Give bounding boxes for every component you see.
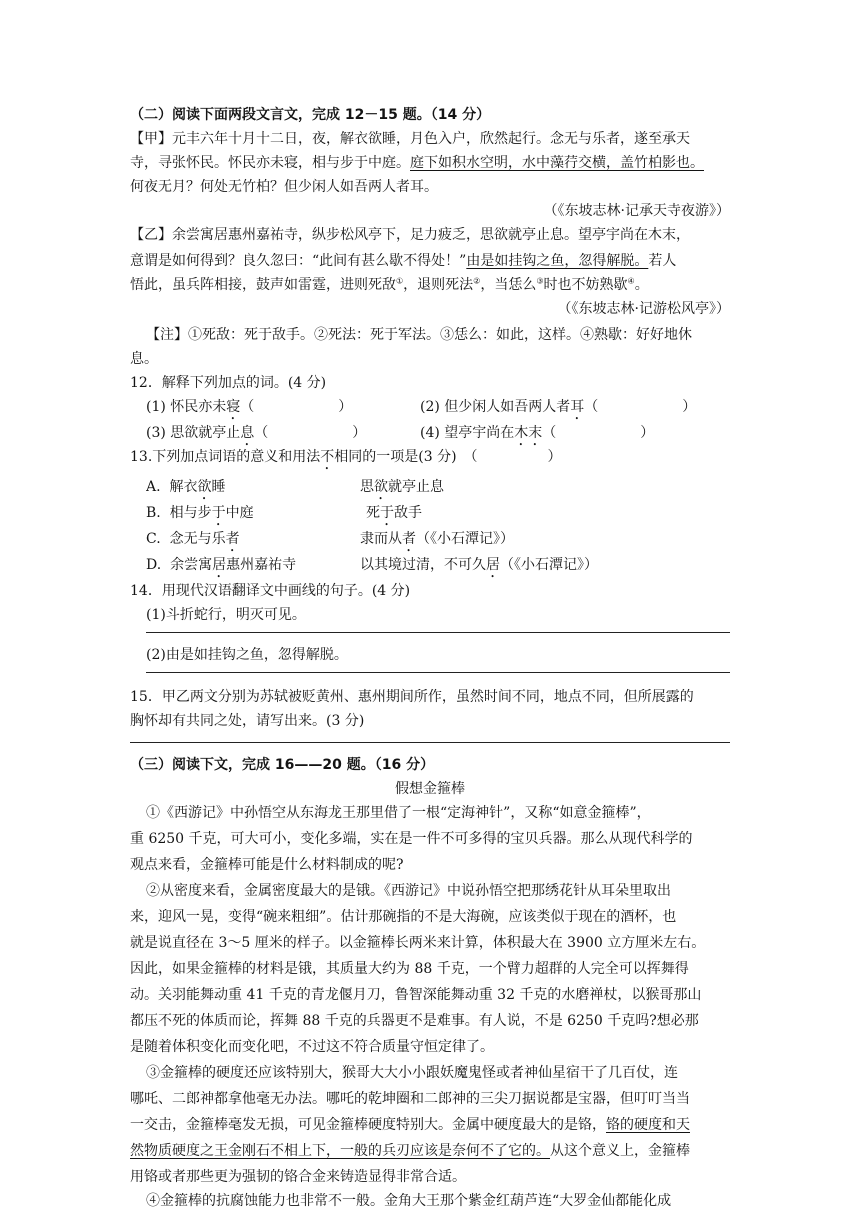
- q12-stem: 12．解释下列加点的词。(4 分): [130, 375, 327, 391]
- yi-line3-part: ，退则死法: [403, 277, 474, 293]
- option-label: C.: [146, 531, 161, 547]
- q12-row2: [146, 420, 730, 446]
- q12-item-text: 但少闲人如吾两人者: [444, 399, 571, 415]
- yi-line3-part: 时也不妨熟歇: [543, 277, 628, 293]
- q12-dotted-word: 寝: [226, 399, 241, 415]
- yi-underlined-sentence: 由是如挂钩之鱼，忽得解脱。: [466, 253, 649, 269]
- q12-answer-blank[interactable]: （ ）: [254, 425, 367, 441]
- option-right: [366, 500, 422, 526]
- yi-text-line1: 【乙】余尝寓居惠州嘉祐寺，纵步松风亭下，足力疲乏，思欲就亭止息。望亭宇尚在木末，: [130, 227, 690, 243]
- paragraph-3-line: [130, 1138, 730, 1164]
- option-right: [360, 474, 444, 500]
- q12-item-num: (4): [420, 425, 440, 441]
- annotation-line1: 【注】①死敌：死于敌手。②死法：死于军法。③恁么：如此，这样。④熟歇：好好地休: [146, 327, 692, 343]
- paragraph-4-line: ④金箍棒的抗腐蚀能力也非常不一般。金角大王那个紫金红葫芦连“大罗金仙都能化成: [146, 1193, 672, 1209]
- yi-line3-part: ，当恁么: [480, 277, 537, 293]
- q12-dotted-word: 息: [240, 425, 255, 441]
- option-text: 相与步: [169, 505, 212, 521]
- option-label: B.: [146, 505, 161, 521]
- option-text: 念无与乐: [169, 531, 226, 547]
- q12-answer-blank[interactable]: （ ）: [584, 399, 697, 415]
- jia-text-line3: 何夜无月？何处无竹柏？但少闲人如吾两人者耳。: [130, 179, 438, 195]
- paragraph-3-line: 用铬或者那些更为强韧的铬合金来铸造显得非常合适。: [130, 1169, 466, 1185]
- q15-line1: 15．甲乙两文分别为苏轼被贬黄州、惠州期间所作，虽然时间不同，地点不同，但所展露的: [130, 689, 694, 705]
- jia-text-line2: [130, 150, 730, 176]
- option-dotted-word: 于: [380, 505, 394, 521]
- option-text: 解衣: [169, 479, 198, 495]
- note-ref-4: ④: [627, 276, 635, 286]
- option-text: 惠州嘉祐寺: [226, 557, 297, 573]
- paragraph-3-line: [130, 1112, 730, 1138]
- yi-text-line3: [130, 272, 730, 298]
- q12-answer-blank[interactable]: （ ）: [240, 399, 353, 415]
- jia-line2-plain: 寺，寻张怀民。怀民亦未寝，相与步于中庭。: [130, 155, 410, 171]
- option-text: 中庭: [225, 505, 254, 521]
- q13-stem-text: 13.下列加点词语的意义和用法: [130, 449, 321, 465]
- option-right: [360, 552, 598, 578]
- yi-line3-part: 。: [634, 277, 649, 293]
- option-dotted-word: 欲: [197, 479, 212, 495]
- yi-source: （《东坡志林·记游松风亭》）: [557, 301, 730, 317]
- q12-item-num: (2): [420, 399, 440, 415]
- q12-item: [146, 399, 352, 415]
- option-dotted-word: 居: [486, 557, 500, 573]
- yi-line3-part: 悟此，虽兵阵相接，鼓声如雷霆，进则死敌: [130, 277, 396, 293]
- paragraph-2-line: 动。关羽能舞动重 41 千克的青龙偃月刀，鲁智深能舞动重 32 千克的水磨禅杖，以猴哥那山: [130, 987, 702, 1003]
- paragraph-1-line: 重 6250 千克，可大可小，变化多端，实在是一件不可多得的宝贝兵器。那么从现代科学的: [130, 831, 693, 847]
- option-text: 敌手: [394, 505, 422, 521]
- paragraph-1-line: 观点来看，金箍棒可能是什么材料制成的呢?: [130, 857, 404, 873]
- q12-item-text: 怀民亦未: [170, 399, 227, 415]
- jia-source: （《东坡志林·记承天寺夜游》）: [543, 203, 730, 219]
- q15-line2: 胸怀却有共同之处，请写出来。(3 分): [130, 713, 365, 729]
- paragraph-2-line: 因此，如果金箍棒的材料是锇，其质量大约为 88 千克，一个臂力超群的人完全可以挥舞得: [130, 961, 689, 977]
- answer-line[interactable]: [146, 672, 730, 673]
- q13-option-b[interactable]: [146, 500, 730, 526]
- option-label: A.: [146, 479, 161, 495]
- yi-line2-plain: 意谓是如何得到？良久忽曰：“此间有甚么歇不得处！”: [130, 253, 467, 269]
- q13-option-c[interactable]: [146, 526, 730, 552]
- option-text: 死: [366, 505, 380, 521]
- yi-line2-tail: 若人: [648, 253, 677, 269]
- option-text: 睡: [211, 479, 226, 495]
- note-ref-3: ③: [536, 276, 544, 286]
- paragraph-2-line: 就是说直径在 3～5 厘米的样子。以金箍棒长两米来计算，体积最大在 3900 立方厘米左右。: [130, 935, 706, 951]
- q14-sentence-2: (2)由是如挂钩之鱼，忽得解脱。: [146, 647, 348, 663]
- paragraph-2-line: ②从密度来看，金属密度最大的是锇。《西游记》中说孙悟空把那绣花针从耳朵里取出: [146, 883, 671, 899]
- option-dotted-word: 者: [225, 531, 240, 547]
- paragraph-3-underlined: 铬的硬度和天: [606, 1117, 690, 1133]
- q12-answer-blank[interactable]: （ ）: [542, 425, 655, 441]
- paragraph-3-line: 哪吒、二郎神都拿他毫无办法。哪吒的乾坤圈和二郎神的三尖刀据说都是宝器，但叮叮当当: [130, 1091, 690, 1107]
- q13-stem: [130, 444, 730, 470]
- q14-sentence-1: (1)斗折蛇行，明灭可见。: [146, 607, 306, 623]
- q12-dotted-word: 耳: [570, 399, 585, 415]
- answer-line[interactable]: [146, 632, 730, 633]
- note-ref-2: ②: [473, 276, 481, 286]
- paragraph-2-line: 来，迎风一晃，变得“碗来粗细”。估计那碗指的不是大海碗，应该类似于现在的酒杯，也: [130, 909, 677, 925]
- note-ref-1: ①: [396, 276, 404, 286]
- option-dotted-word: 于: [211, 505, 226, 521]
- option-text: 就亭止息: [388, 479, 444, 495]
- option-text: 隶而从: [360, 531, 402, 547]
- q12-row1: [146, 394, 730, 420]
- q12-dotted-word: 木末: [514, 425, 543, 441]
- option-text: 思: [360, 479, 374, 495]
- paragraph-3-text: 一交击，金箍棒毫发无损，可见金箍棒硬度特别大。金属中硬度最大的是铬，: [130, 1117, 606, 1133]
- option-text: （《小石潭记》）: [500, 557, 598, 573]
- option-dotted-word: 欲: [374, 479, 388, 495]
- jia-underlined-sentence: 庭下如积水空明，水中藻荇交横，盖竹柏影也。: [410, 155, 704, 171]
- q12-item-text: 思欲就亭止: [170, 425, 241, 441]
- q12-item-text: 望亭宇尚在: [444, 425, 515, 441]
- q14-stem: 14．用现代汉语翻译文中画线的句子。(4 分): [130, 583, 411, 599]
- annotation-line2: 息。: [130, 351, 158, 367]
- q13-option-a[interactable]: [146, 474, 730, 500]
- paragraph-2-line: 是随着体积变化而变化吧，不过这不符合质量守恒定律了。: [130, 1039, 494, 1055]
- option-text: （《小石潭记》）: [416, 531, 514, 547]
- section3-heading: （三）阅读下文，完成 16——20 题。（16 分）: [130, 757, 435, 773]
- paragraph-1-line: ①《西游记》中孙悟空从东海龙王那里借了一根“定海神针”，又称“如意金箍棒”，: [146, 805, 651, 821]
- paragraph-3-text: 从这个意义上，金箍棒: [550, 1143, 690, 1159]
- option-label: D.: [146, 557, 162, 573]
- paragraph-3-line: ③金箍棒的硬度还应该特别大，猴哥大大小小跟妖魔鬼怪或者神仙星宿干了几百仗，连: [146, 1065, 678, 1081]
- q13-stem-text: 相同的一项是(3 分) （ ）: [334, 449, 562, 465]
- q12-item-num: (1): [146, 399, 166, 415]
- q12-item: [420, 420, 654, 446]
- option-text: 余尝寓: [170, 557, 213, 573]
- section2-heading: （二）阅读下面两段文言文，完成 12－15 题。（14 分）: [130, 107, 491, 123]
- option-right: [360, 526, 514, 552]
- paragraph-2-line: 都压不死的体质而论，挥舞 88 千克的兵器更不是难事。有人说，不是 6250 千克吗?想必那: [130, 1013, 699, 1029]
- q12-item-num: (3): [146, 425, 166, 441]
- q12-item: [146, 425, 366, 441]
- yi-text-line2: [130, 248, 730, 274]
- q12-item: [420, 394, 696, 420]
- option-dotted-word: 居: [212, 557, 227, 573]
- option-dotted-word: 者: [402, 531, 416, 547]
- q13-option-d[interactable]: [146, 552, 730, 578]
- q13-dotted-not: 不: [320, 449, 335, 465]
- article-title: 假想金箍棒: [395, 781, 465, 797]
- option-text: 以其境过清，不可久: [360, 557, 486, 573]
- jia-text-line1: 【甲】元丰六年十月十二日，夜，解衣欲睡，月色入户，欣然起行。念无与乐者，遂至承天: [130, 131, 690, 147]
- paragraph-3-underlined: 然物质硬度之王金刚石不相上下，一般的兵刃应该是奈何不了它的。: [130, 1143, 550, 1159]
- answer-line[interactable]: [130, 742, 730, 743]
